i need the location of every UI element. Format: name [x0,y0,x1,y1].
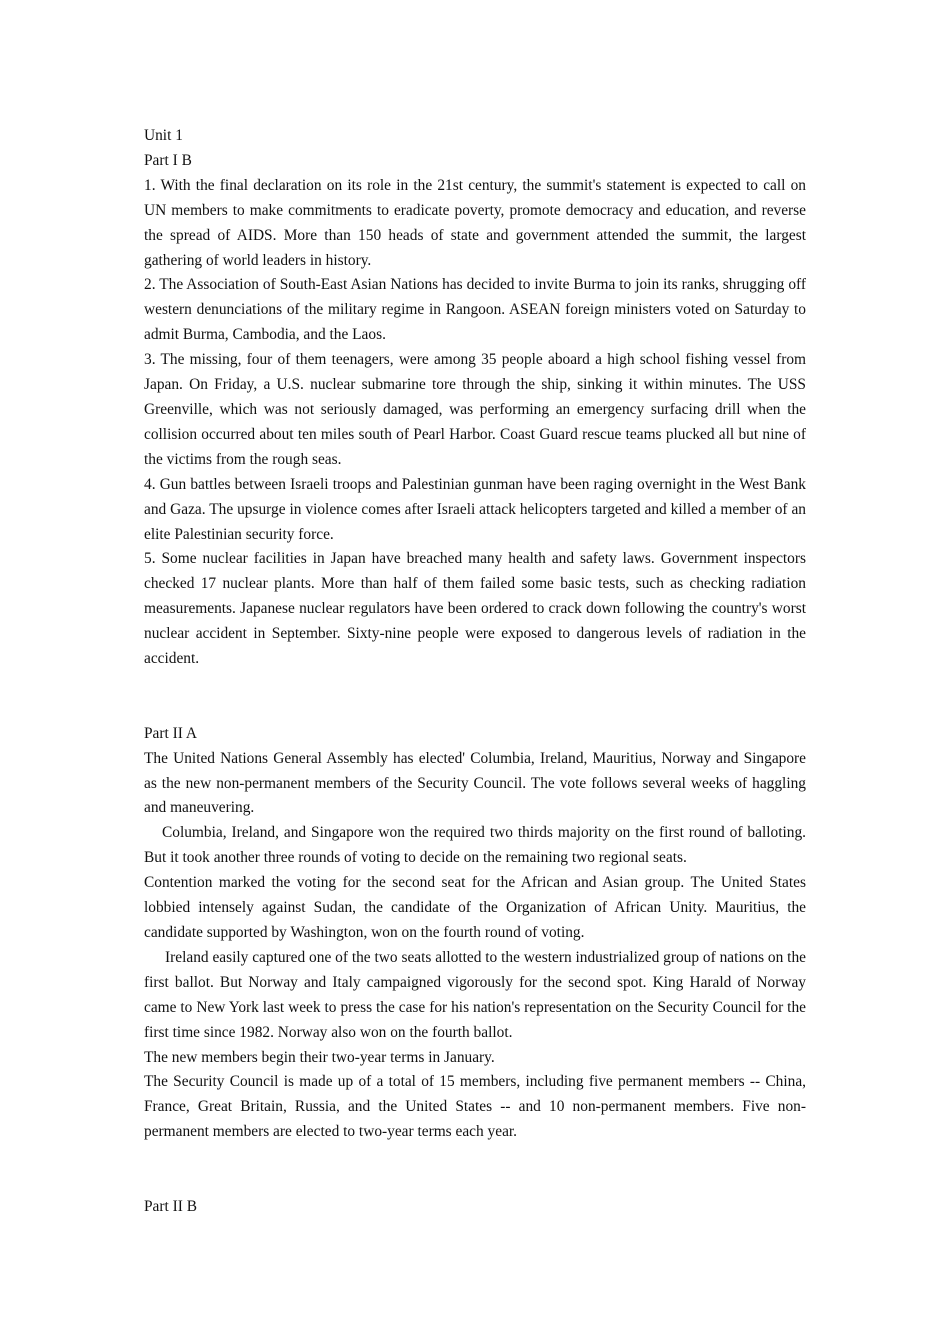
section-spacer [144,1145,806,1195]
passage-paragraph-2: Columbia, Ireland, and Singapore won the required two thirds majority on the first round of balloting. But it took another three rounds of voting to decide on the remaining two regional seats. [144,824,806,867]
news-item-1: 1. With the final declaration on its role in the 21st century, the summit's statement is expected to call on UN members to make commitments to eradicate poverty, promote democracy and education, and reverse the spread of AIDS. More than 150 heads of state and government attended the summit, the largest gathering of world leaders in history. [144,176,806,269]
passage-paragraph-5: The new members begin their two-year terms in January. [144,1048,495,1066]
passage-paragraph-1: The United Nations General Assembly has elected' Columbia, Ireland, Mauritius, Norway and Singapore as the new non-permanent members of the Security Council. The vote follows several weeks of haggling and maneuvering. [144,749,806,817]
document-page [144,124,806,1220]
news-item-4: 4. Gun battles between Israeli troops and Palestinian gunman have been raging overnight in the West Bank and Gaza. The upsurge in violence comes after Israeli attack helicopters targeted and killed a member of an elite Palestinian security force. [144,475,806,543]
passage-paragraph-3: Contention marked the voting for the second seat for the African and Asian group. The United States lobbied intensely against Sudan, the candidate of the Organization of African Unity. Mauritius, the candidate supported by Washington, won on the fourth round of voting. [144,874,806,941]
part-2a-heading: Part II A [144,724,198,742]
news-item-5: 5. Some nuclear facilities in Japan have breached many health and safety laws. Government inspectors checked 17 nuclear plants. More than half of them failed some basic tests, such as checking radiation measurements. Japanese nuclear regulators have been ordered to crack down following the country's worst nuclear accident in September. Sixty-nine people were exposed to dangerous levels of radiation in the accident. [144,550,806,668]
news-item-3: 3. The missing, four of them teenagers, were among 35 people aboard a high school fishing vessel from Japan. On Friday, a U.S. nuclear submarine tore through the ship, sinking it within minutes. The USS Greenville, which was not seriously damaged, was performing an emergency surfacing drill when the collision occurred about ten miles south of Pearl Harbor. Coast Guard rescue teams plucked all but nine of the victims from the rough seas. [144,351,806,468]
part-2b-heading: Part II B [144,1197,198,1215]
unit-title: Unit 1 [144,127,183,144]
passage-paragraph-4: Ireland easily captured one of the two seats allotted to the western industrialized group of nations on the first ballot. But Norway and Italy campaigned vigorously for the second spot. King Harald of Norway came to New York last week to press the case for his nation's representation on the Security Council for the first time since 1982. Norway also won on the fourth ballot. [144,948,806,1041]
news-item-2: 2. The Association of South-East Asian Nations has decided to invite Burma to join its ranks, shrugging off western denunciations of the military regime in Rangoon. ASEAN foreign ministers voted on Saturday to admit Burma, Cambodia, and the Laos. [144,276,806,344]
section-spacer [144,672,806,722]
part-1b-heading: Part I B [144,151,192,169]
passage-paragraph-6: The Security Council is made up of a total of 15 members, including five permanent members -- China, France, Great Britain, Russia, and the United States -- and 10 non-permanent members. Five non-permanent members are elected to two-year terms each year. [144,1073,806,1141]
